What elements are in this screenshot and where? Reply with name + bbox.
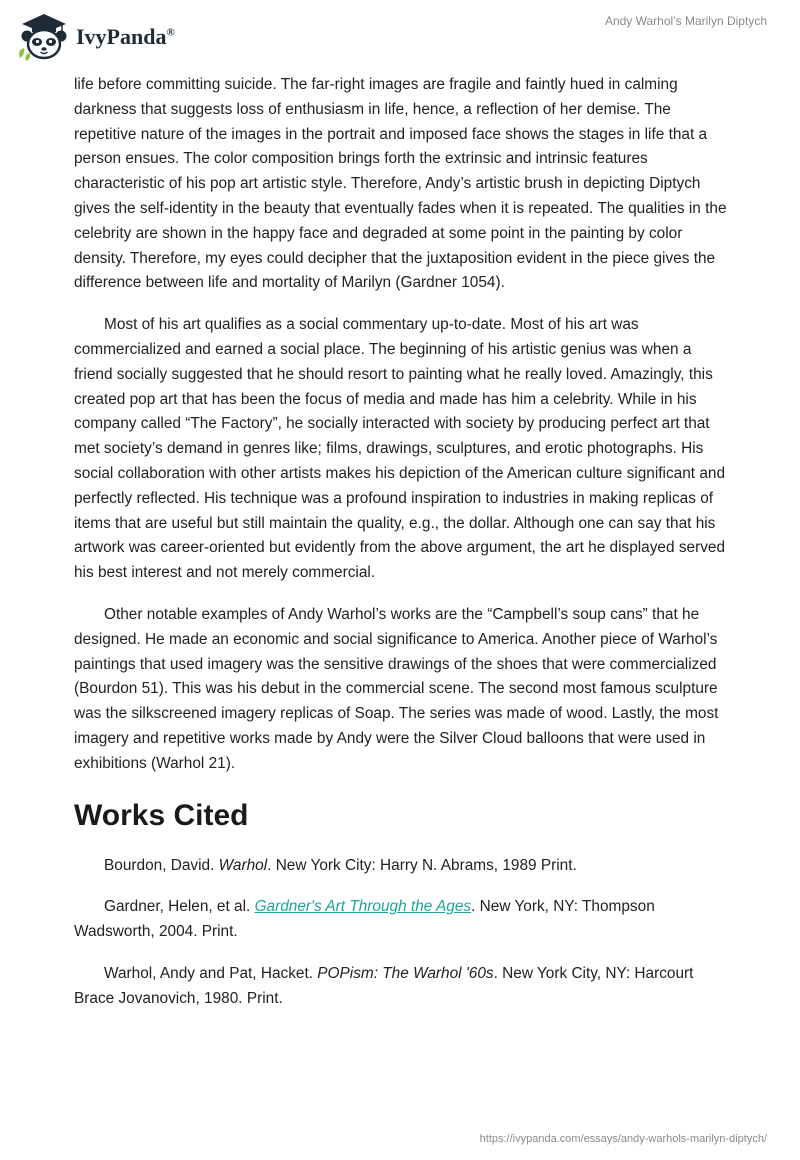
citation-author: Bourdon, David. [104, 856, 219, 874]
citation-publisher: . New York City: Harry N. Abrams, 1989 Print. [267, 856, 577, 874]
body-paragraph-3: Other notable examples of Andy Warhol’s works are the “Campbell’s soup cans” that he designed. He made an economic and social significance to America. Another piece of Warhol’s paintings that used imagery was the sensitive drawings of the shoes that were commercialized (Bourdon 51). This was his debut in the commercial scene. The second most famous sculpture was the silkscreened imagery replicas of Soap. The series was made of wood. Lastly, the most imagery and repetitive works made by Andy were the Silver Cloud balloons that were used in exhibitions (Warhol 21). [74, 605, 719, 772]
page-header [0, 0, 800, 70]
body-paragraph-1: life before committing suicide. The far-right images are fragile and faintly hued in calming darkness that suggests loss of enthusiasm in life, hence, a reflection of her demise. The repetitive nature of the images in the portrait and imposed face shows the stages in life that a person ensues. The color composition brings forth the extrinsic and intrinsic features characteristic of his pop art artistic style. Therefore, Andy’s artistic brush in depicting Diptych gives the self-identity in the beauty that eventually fades when it is repeated. The qualities in the celebrity are shown in the happy face and degraded at some point in the painting by color density. Therefore, my eyes could decipher that the juxtaposition evident in the piece gives the difference between life and mortality of Marilyn (Gardner 1054). [74, 76, 727, 292]
citation-author: Warhol, Andy and Pat, Hacket. [104, 964, 318, 982]
registered-mark: ® [166, 26, 175, 39]
essay-content [74, 73, 728, 1029]
citation-bourdon [74, 854, 728, 879]
citation-title: Warhol [218, 856, 268, 874]
citation-title-link[interactable]: Gardner's Art Through the Ages [254, 898, 472, 916]
citation-title: POPism: The Warhol '60s [317, 964, 494, 982]
panda-graduate-icon [14, 8, 72, 64]
footer-url[interactable]: https://ivypanda.com/essays/andy-warhols-marilyn-diptych/ [479, 1133, 767, 1145]
body-paragraph-2: Most of his art qualifies as a social commentary up-to-date. Most of his art was commercialized and earned a social place. The beginning of his artistic genius was when a friend socially suggested that he should resort to painting what he really loved. Amazingly, this created pop art that has been the focus of media and made has him a celebrity. While in his company called “The Factory”, he socially interacted with society by producing perfect art that met society’s demand in genres like; films, drawings, sculptures, and erotic photographs. His social collaboration with other artists makes his depiction of the American culture significant and perfectly reflected. His technique was a profound inspiration to industries in making replicas of items that are useful but still maintain the quality, e.g., the dollar. Although one can say that his artwork was career-oriented but evidently from the above argument, the art he displayed served his best interest and not merely commercial. [74, 316, 726, 582]
works-cited-heading: Works Cited [74, 798, 249, 832]
document-title: Andy Warhol’s Marilyn Diptych [604, 14, 767, 28]
citation-gardner [74, 895, 728, 945]
citation-author: Gardner, Helen, et al. [104, 898, 255, 916]
citation-publisher: . New York, NY: Thompson Wadsworth, 2004. Print. [74, 898, 655, 941]
brand-text: IvyPanda [76, 24, 167, 49]
ivypanda-logo[interactable] [14, 8, 175, 64]
citation-publisher: . New York City, NY: Harcourt Brace Jovanovich, 1980. Print. [74, 964, 694, 1007]
citation-warhol [74, 962, 728, 1012]
brand-name [76, 24, 175, 50]
